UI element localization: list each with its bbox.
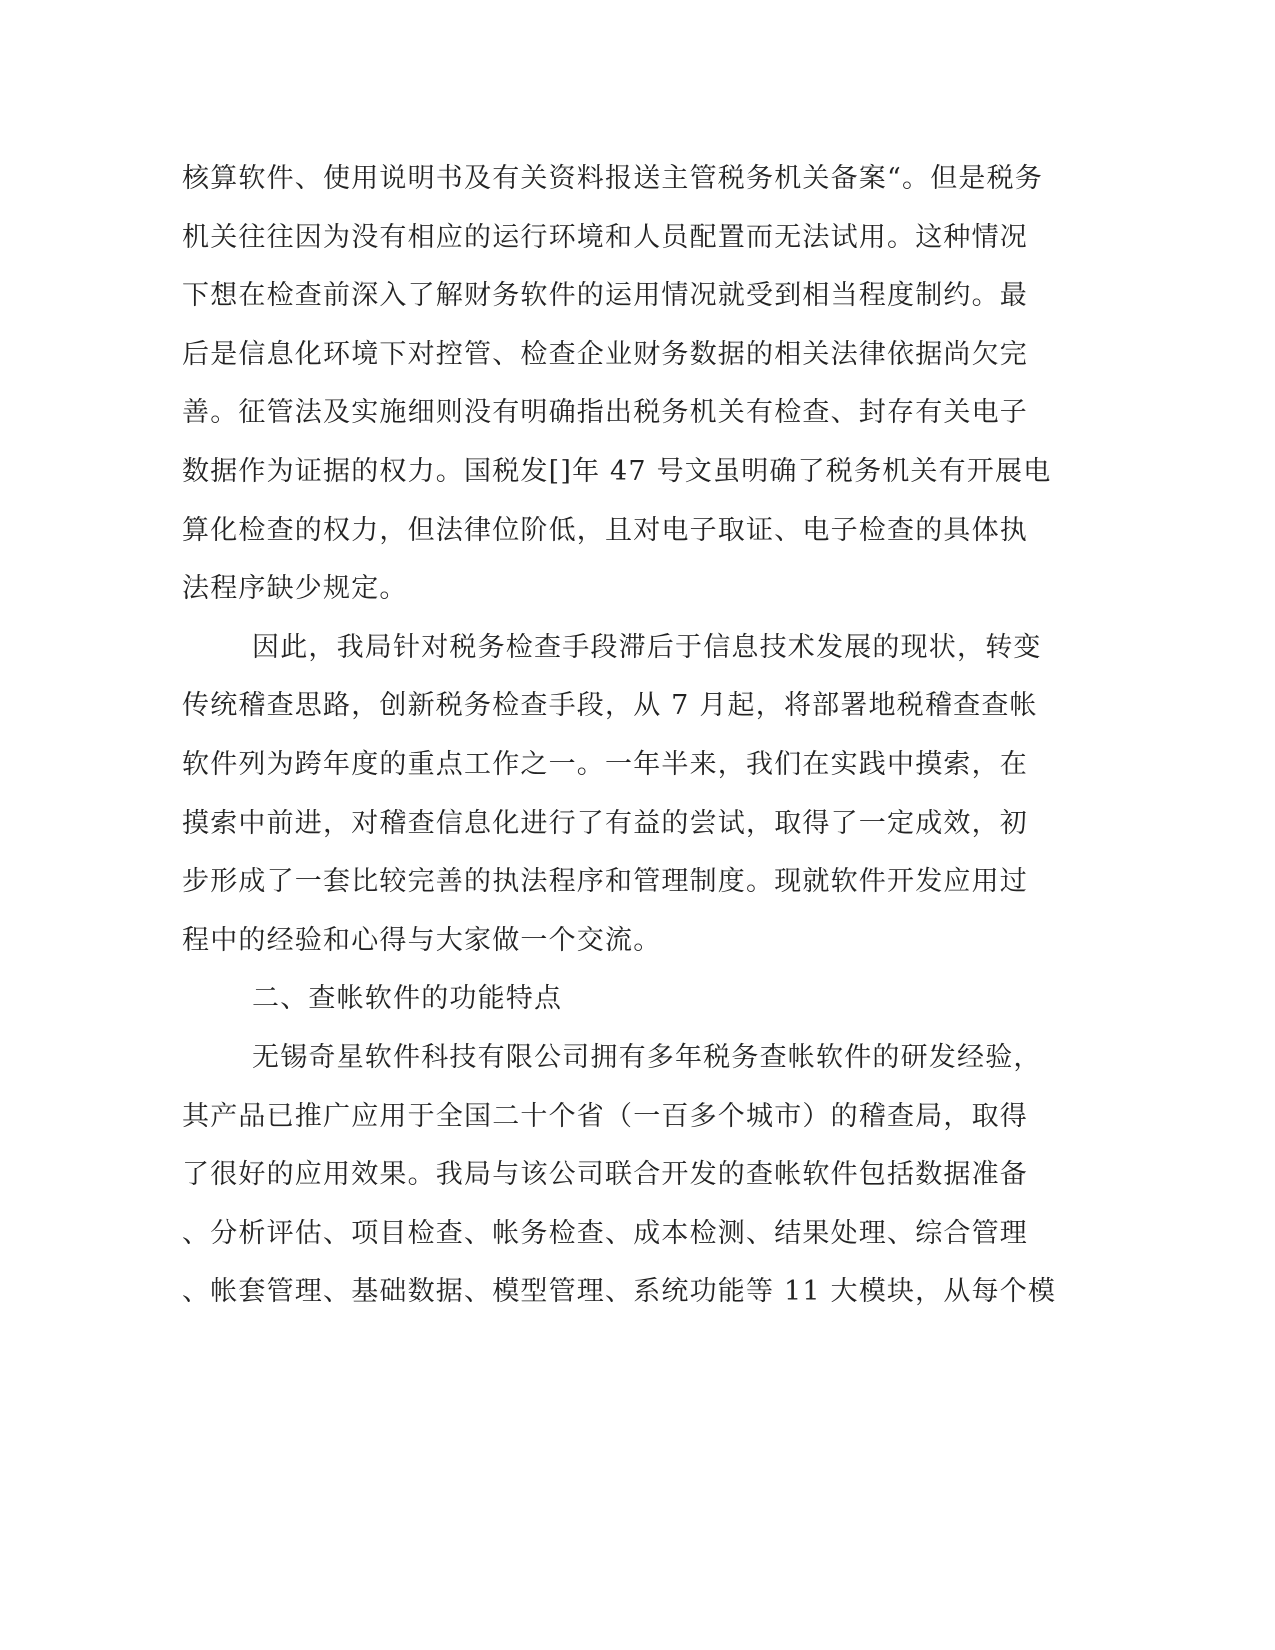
text-line: 下想在检查前深入了解财务软件的运用情况就受到相当程度制约。最 xyxy=(182,280,1028,312)
text-line: 善。征管法及实施细则没有明确指出税务机关有检查、封存有关电子 xyxy=(182,397,1028,429)
text-line: 算化检查的权力，但法律位阶低，且对电子取证、电子检查的具体执 xyxy=(182,514,1028,546)
text-line: 后是信息化环境下对控管、检查企业财务数据的相关法律依据尚欠完 xyxy=(182,338,1028,370)
text-line: 机关往往因为没有相应的运行环境和人员配置而无法试用。这种情况 xyxy=(182,221,1028,253)
text-line: 步形成了一套比较完善的执法程序和管理制度。现就软件开发应用过 xyxy=(182,866,1028,898)
text-line: 其产品已推广应用于全国二十个省（一百多个城市）的稽查局，取得 xyxy=(182,1100,1028,1132)
paragraph-start-line: 无锡奇星软件科技有限公司拥有多年税务查帐软件的研发经验， xyxy=(252,1041,1042,1073)
text-line: 核算软件、使用说明书及有关资料报送主管税务机关备案“。但是税务 xyxy=(182,163,1044,194)
section-heading: 二、查帐软件的功能特点 xyxy=(252,983,563,1015)
document-body xyxy=(182,150,1057,1322)
text-line: 、帐套管理、基础数据、模型管理、系统功能等 11 大模块，从每个模 xyxy=(182,1276,1057,1308)
text-line: 传统稽查思路，创新税务检查手段，从 7 月起，将部署地税稽查查帐 xyxy=(182,690,1038,722)
text-line: 数据作为证据的权力。国税发[]年 47 号文虽明确了税务机关有开展电 xyxy=(182,455,1052,487)
text-line: 摸索中前进，对稽查信息化进行了有益的尝试，取得了一定成效，初 xyxy=(182,807,1028,839)
text-line: 了很好的应用效果。我局与该公司联合开发的查帐软件包括数据准备 xyxy=(182,1159,1028,1191)
paragraph-start-line: 因此，我局针对税务检查手段滞后于信息技术发展的现状，转变 xyxy=(252,631,1042,663)
text-line: 程中的经验和心得与大家做一个交流。 xyxy=(182,924,662,956)
text-line: 法程序缺少规定。 xyxy=(182,573,408,605)
text-line: 、分析评估、项目检查、帐务检查、成本检测、结果处理、综合管理 xyxy=(182,1217,1028,1249)
text-line: 软件列为跨年度的重点工作之一。一年半来，我们在实践中摸索，在 xyxy=(182,748,1028,780)
